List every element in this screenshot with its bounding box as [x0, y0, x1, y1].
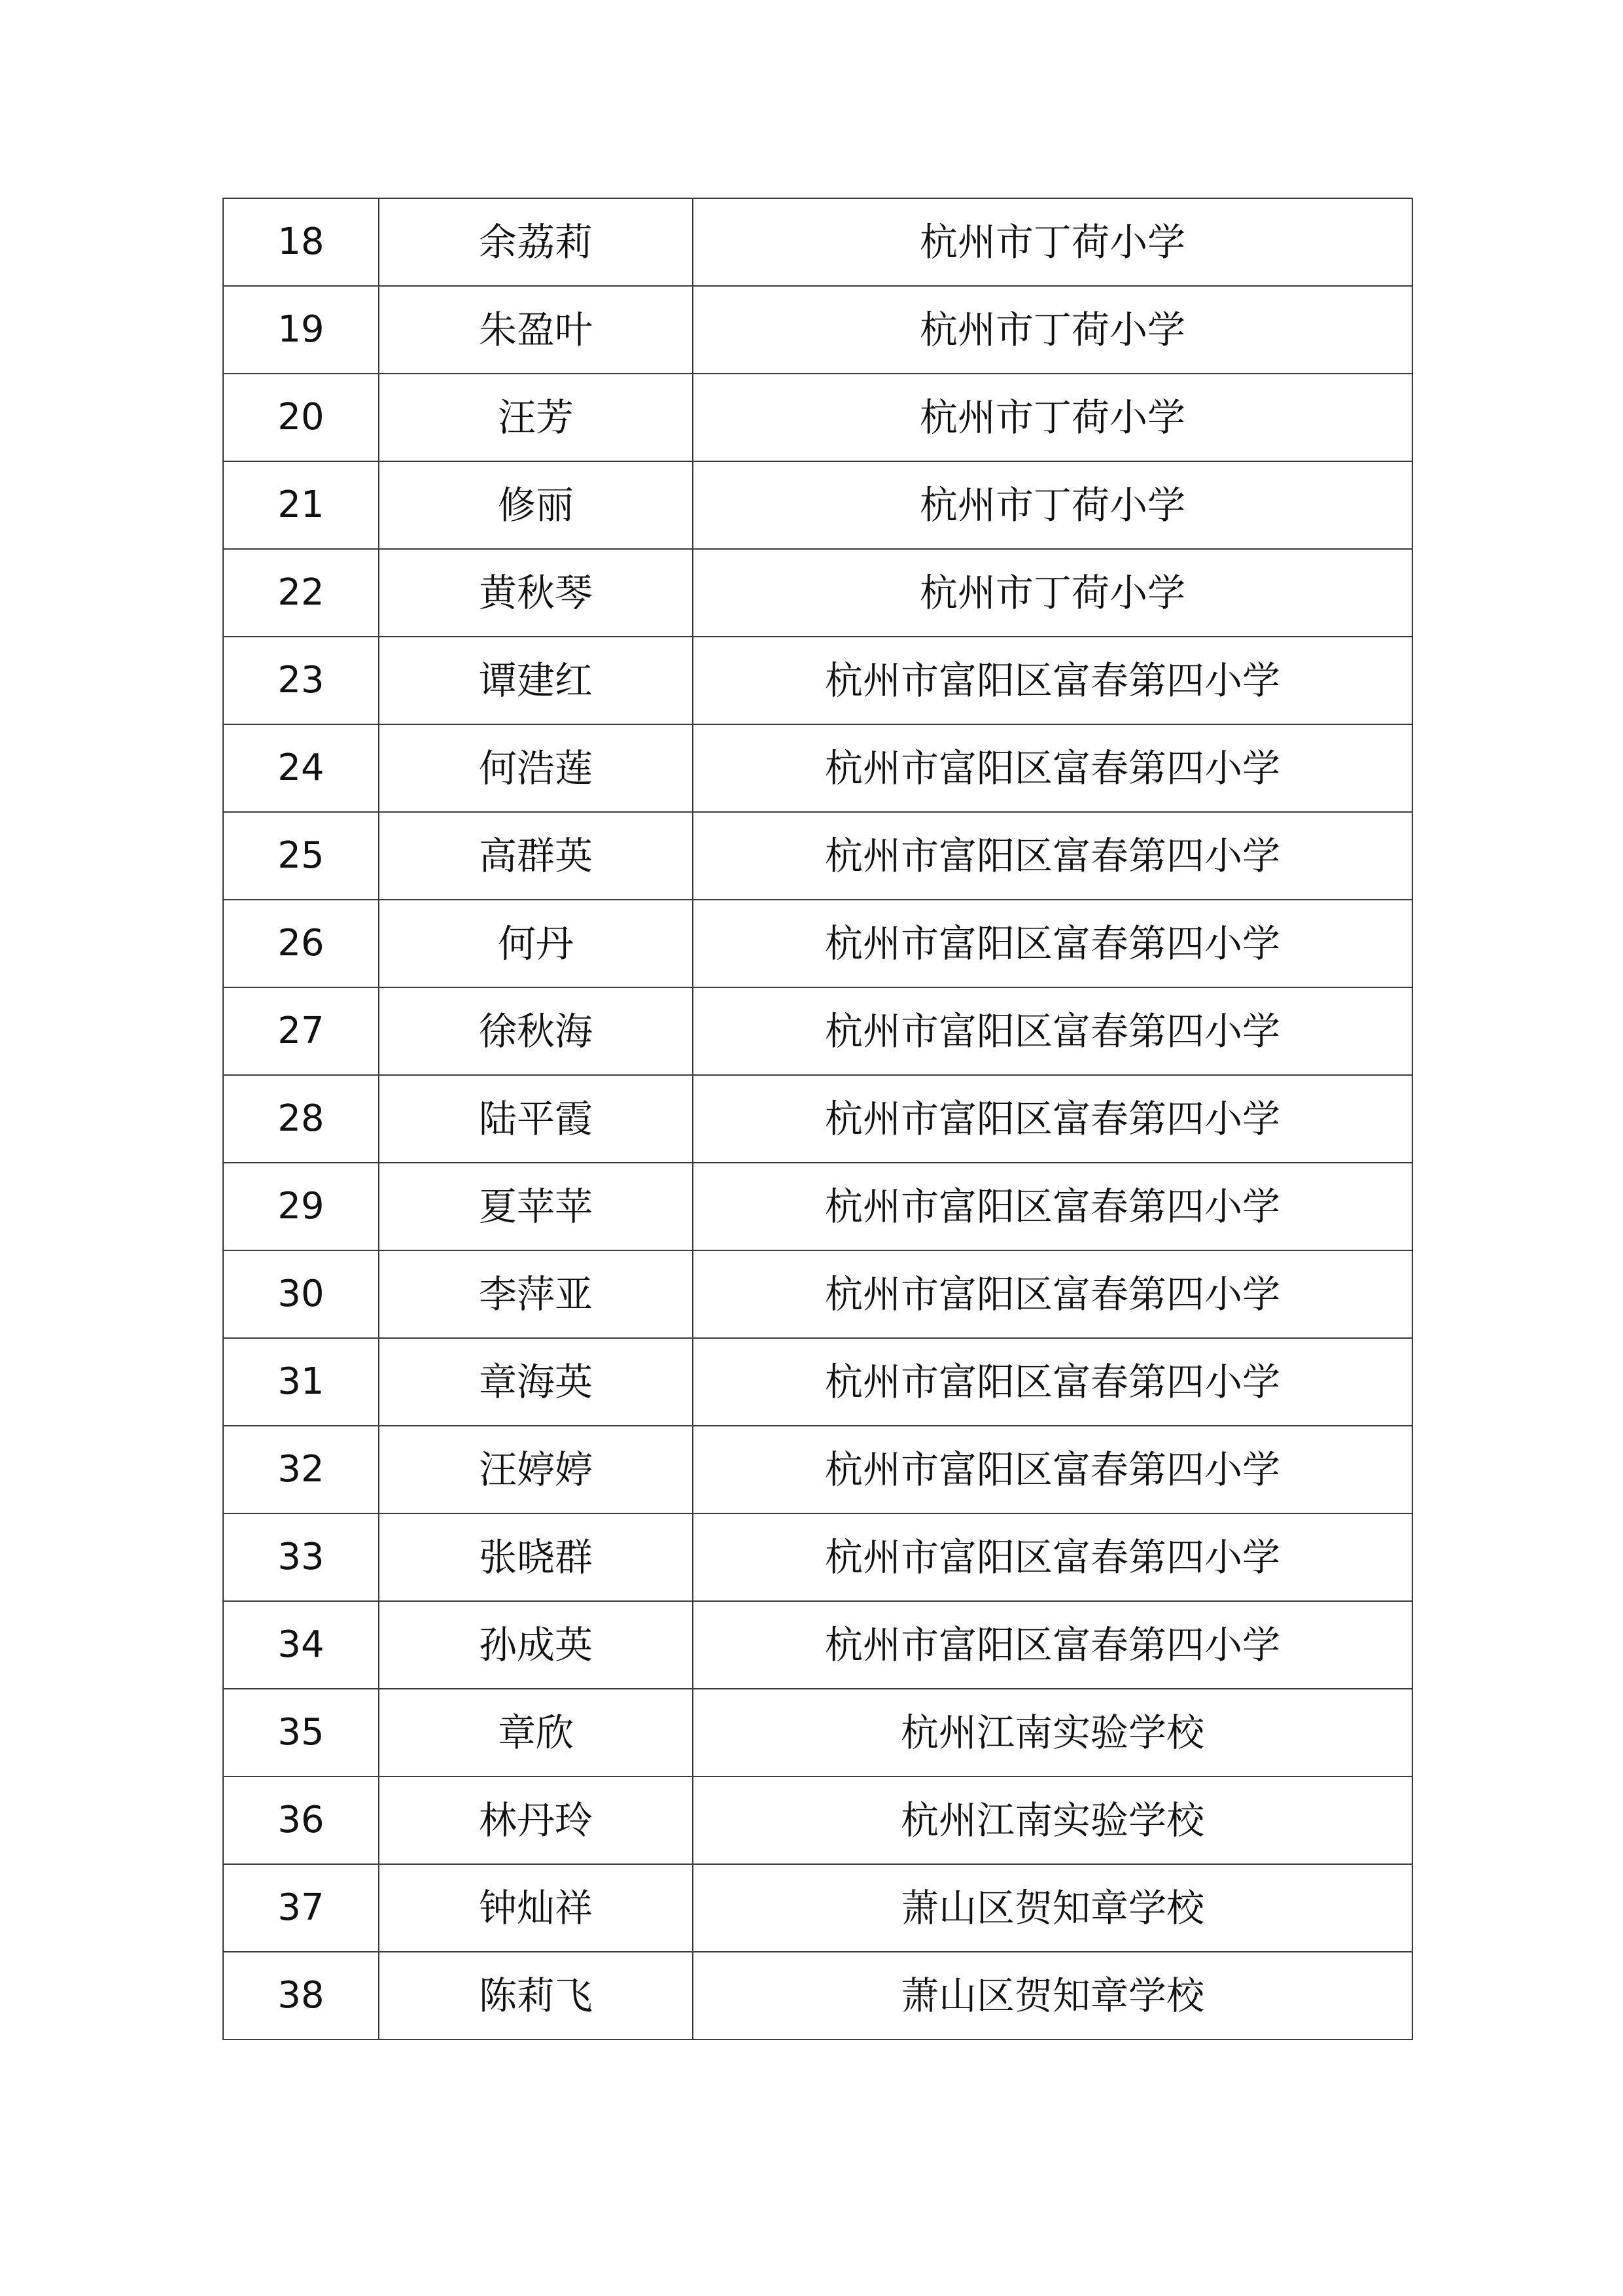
serial-number-cell: 30: [223, 1250, 379, 1338]
school-cell: 杭州江南实验学校: [693, 1776, 1412, 1864]
name-cell: 何丹: [379, 900, 693, 987]
name-cell: 陈莉飞: [379, 1952, 693, 2040]
school-cell: 杭州市富阳区富春第四小学: [693, 812, 1412, 900]
school-cell: 杭州市富阳区富春第四小学: [693, 1163, 1412, 1250]
roster-table: [222, 198, 1413, 2040]
serial-number-cell: 24: [223, 724, 379, 812]
school-cell: 杭州市富阳区富春第四小学: [693, 1075, 1412, 1163]
table-row: [223, 374, 1412, 461]
name-cell: 夏苹苹: [379, 1163, 693, 1250]
school-cell: 杭州市丁荷小学: [693, 286, 1412, 374]
name-cell: 张晓群: [379, 1513, 693, 1601]
school-cell: 杭州江南实验学校: [693, 1689, 1412, 1776]
name-cell: 章欣: [379, 1689, 693, 1776]
table-row: [223, 1075, 1412, 1163]
serial-number-cell: 35: [223, 1689, 379, 1776]
serial-number-cell: 21: [223, 461, 379, 549]
name-cell: 何浩莲: [379, 724, 693, 812]
serial-number-cell: 36: [223, 1776, 379, 1864]
school-cell: 萧山区贺知章学校: [693, 1952, 1412, 2040]
table-row: [223, 1513, 1412, 1601]
serial-number-cell: 19: [223, 286, 379, 374]
name-cell: 章海英: [379, 1338, 693, 1426]
table-row: [223, 1426, 1412, 1513]
name-cell: 修丽: [379, 461, 693, 549]
serial-number-cell: 25: [223, 812, 379, 900]
serial-number-cell: 23: [223, 637, 379, 724]
name-cell: 黄秋琴: [379, 549, 693, 637]
school-cell: 杭州市富阳区富春第四小学: [693, 900, 1412, 987]
name-cell: 高群英: [379, 812, 693, 900]
school-cell: 杭州市富阳区富春第四小学: [693, 1250, 1412, 1338]
name-cell: 余荔莉: [379, 198, 693, 286]
serial-number-cell: 26: [223, 900, 379, 987]
table-row: [223, 900, 1412, 987]
serial-number-cell: 18: [223, 198, 379, 286]
name-cell: 林丹玲: [379, 1776, 693, 1864]
serial-number-cell: 34: [223, 1601, 379, 1689]
school-cell: 萧山区贺知章学校: [693, 1864, 1412, 1952]
school-cell: 杭州市丁荷小学: [693, 374, 1412, 461]
table-row: [223, 198, 1412, 286]
table-row: [223, 1163, 1412, 1250]
name-cell: 汪芳: [379, 374, 693, 461]
table-row: [223, 1338, 1412, 1426]
school-cell: 杭州市富阳区富春第四小学: [693, 1426, 1412, 1513]
name-cell: 陆平霞: [379, 1075, 693, 1163]
name-cell: 孙成英: [379, 1601, 693, 1689]
roster-table-body: [223, 198, 1412, 2040]
name-cell: 朱盈叶: [379, 286, 693, 374]
table-row: [223, 461, 1412, 549]
serial-number-cell: 33: [223, 1513, 379, 1601]
table-row: [223, 549, 1412, 637]
serial-number-cell: 29: [223, 1163, 379, 1250]
school-cell: 杭州市富阳区富春第四小学: [693, 1601, 1412, 1689]
school-cell: 杭州市富阳区富春第四小学: [693, 637, 1412, 724]
table-row: [223, 1864, 1412, 1952]
serial-number-cell: 31: [223, 1338, 379, 1426]
serial-number-cell: 38: [223, 1952, 379, 2040]
serial-number-cell: 28: [223, 1075, 379, 1163]
table-row: [223, 1601, 1412, 1689]
school-cell: 杭州市丁荷小学: [693, 461, 1412, 549]
table-row: [223, 1250, 1412, 1338]
serial-number-cell: 22: [223, 549, 379, 637]
school-cell: 杭州市富阳区富春第四小学: [693, 1338, 1412, 1426]
school-cell: 杭州市丁荷小学: [693, 198, 1412, 286]
school-cell: 杭州市富阳区富春第四小学: [693, 1513, 1412, 1601]
serial-number-cell: 27: [223, 987, 379, 1075]
school-cell: 杭州市富阳区富春第四小学: [693, 987, 1412, 1075]
serial-number-cell: 37: [223, 1864, 379, 1952]
table-row: [223, 812, 1412, 900]
table-row: [223, 724, 1412, 812]
name-cell: 谭建红: [379, 637, 693, 724]
school-cell: 杭州市富阳区富春第四小学: [693, 724, 1412, 812]
table-row: [223, 987, 1412, 1075]
table-row: [223, 1689, 1412, 1776]
name-cell: 汪婷婷: [379, 1426, 693, 1513]
name-cell: 李萍亚: [379, 1250, 693, 1338]
table-row: [223, 1776, 1412, 1864]
table-row: [223, 1952, 1412, 2040]
name-cell: 徐秋海: [379, 987, 693, 1075]
serial-number-cell: 20: [223, 374, 379, 461]
table-row: [223, 637, 1412, 724]
name-cell: 钟灿祥: [379, 1864, 693, 1952]
school-cell: 杭州市丁荷小学: [693, 549, 1412, 637]
table-row: [223, 286, 1412, 374]
serial-number-cell: 32: [223, 1426, 379, 1513]
